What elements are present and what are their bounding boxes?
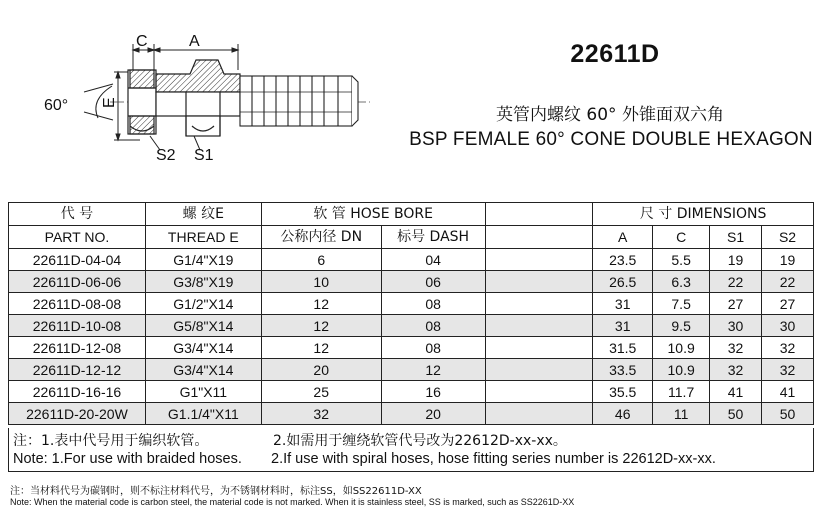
header-thread: THREAD E — [145, 226, 261, 249]
table-row — [9, 293, 814, 315]
cell-s1: 32 — [710, 337, 762, 359]
cell-thread: G3/4"X14 — [145, 359, 261, 381]
cell-part: 22611D-12-08 — [9, 337, 146, 359]
table-row — [9, 403, 814, 425]
fitting-body — [156, 60, 240, 136]
footer-note-en: Note: When the material code is carbon steel, the material code is not marked. When it is stainless steel, SS is marked, such as SS2261D-XX — [10, 497, 575, 507]
cell-s1: 30 — [710, 315, 762, 337]
label-angle: 60° — [44, 97, 69, 114]
cell-blank — [485, 403, 593, 425]
cell-s1: 41 — [710, 381, 762, 403]
cell-c: 9.5 — [653, 315, 710, 337]
cell-s1: 32 — [710, 359, 762, 381]
cell-s1: 22 — [710, 271, 762, 293]
table-header-row-1 — [9, 203, 814, 226]
hex-nut — [128, 70, 156, 134]
header-part-cn: 代 号 — [9, 203, 146, 226]
title-chinese: 英管内螺纹 60° 外锥面双六角 — [496, 105, 724, 125]
header-dn: 公称内径 DN — [261, 226, 381, 249]
cell-c: 11 — [653, 403, 710, 425]
cell-s2: 27 — [762, 293, 814, 315]
cell-s2: 19 — [762, 249, 814, 271]
header-empty — [485, 203, 593, 226]
cell-a: 23.5 — [593, 249, 653, 271]
label-e: E — [101, 97, 118, 108]
table-header-row-2 — [9, 226, 814, 249]
cell-a: 35.5 — [593, 381, 653, 403]
header-part: PART NO. — [9, 226, 146, 249]
cell-c: 10.9 — [653, 359, 710, 381]
cell-part: 22611D-20-20W — [9, 403, 146, 425]
table-row — [9, 315, 814, 337]
cell-a: 26.5 — [593, 271, 653, 293]
cell-blank — [485, 293, 593, 315]
cell-s2: 32 — [762, 337, 814, 359]
note-cn-1: 注：1.表中代号用于编织软管。 — [13, 433, 209, 449]
cell-dash: 16 — [381, 381, 485, 403]
label-a: A — [189, 33, 200, 50]
cell-thread: G1/4"X19 — [145, 249, 261, 271]
cell-dn: 12 — [261, 337, 381, 359]
cell-dn: 25 — [261, 381, 381, 403]
cell-part: 22611D-04-04 — [9, 249, 146, 271]
cell-c: 11.7 — [653, 381, 710, 403]
note-en-2: 2.If use with spiral hoses, hose fitting series number is 22612D-xx-xx. — [271, 451, 716, 467]
cell-thread: G5/8"X14 — [145, 315, 261, 337]
cell-dash: 20 — [381, 403, 485, 425]
part-code-title: 22611D — [570, 40, 660, 68]
spec-table — [8, 202, 814, 425]
cell-thread: G3/4"X14 — [145, 337, 261, 359]
cell-blank — [485, 271, 593, 293]
cell-a: 33.5 — [593, 359, 653, 381]
cell-part: 22611D-12-12 — [9, 359, 146, 381]
table-row — [9, 337, 814, 359]
label-s1: S1 — [194, 147, 214, 164]
header-thread-cn: 螺 纹E — [145, 203, 261, 226]
header-blank — [485, 226, 593, 249]
notes-box — [8, 428, 814, 472]
cell-s2: 41 — [762, 381, 814, 403]
cell-dn: 6 — [261, 249, 381, 271]
cell-c: 5.5 — [653, 249, 710, 271]
cell-c: 7.5 — [653, 293, 710, 315]
table-row — [9, 271, 814, 293]
label-s2: S2 — [156, 147, 176, 164]
title-english: BSP FEMALE 60° CONE DOUBLE HEXAGON — [409, 129, 813, 150]
cell-s2: 30 — [762, 315, 814, 337]
cell-dash: 08 — [381, 337, 485, 359]
cell-a: 46 — [593, 403, 653, 425]
footer-note-cn: 注：当材料代号为碳钢时，则不标注材料代号，为不锈钢材料时，标注SS，如SS22611D-XX — [10, 486, 422, 497]
header-dimensions: 尺 寸 DIMENSIONS — [593, 203, 814, 226]
cell-dn: 12 — [261, 293, 381, 315]
cell-a: 31 — [593, 293, 653, 315]
cell-blank — [485, 249, 593, 271]
cell-c: 6.3 — [653, 271, 710, 293]
cell-thread: G1"X11 — [145, 381, 261, 403]
cell-thread: G1.1/4"X11 — [145, 403, 261, 425]
cell-thread: G1/2"X14 — [145, 293, 261, 315]
cell-s2: 22 — [762, 271, 814, 293]
cell-part: 22611D-16-16 — [9, 381, 146, 403]
cell-part: 22611D-10-08 — [9, 315, 146, 337]
header-s2: S2 — [762, 226, 814, 249]
fitting-drawing — [0, 0, 400, 190]
cell-a: 31.5 — [593, 337, 653, 359]
header-c: C — [653, 226, 710, 249]
cell-a: 31 — [593, 315, 653, 337]
cell-blank — [485, 315, 593, 337]
cell-blank — [485, 337, 593, 359]
cell-s2: 32 — [762, 359, 814, 381]
cell-dash: 12 — [381, 359, 485, 381]
table-row — [9, 249, 814, 271]
cell-s1: 27 — [710, 293, 762, 315]
cell-thread: G3/8"X19 — [145, 271, 261, 293]
cell-s1: 50 — [710, 403, 762, 425]
cell-dash: 08 — [381, 293, 485, 315]
cell-s2: 50 — [762, 403, 814, 425]
note-en-1: Note: 1.For use with braided hoses. — [13, 451, 242, 467]
cell-dash: 06 — [381, 271, 485, 293]
hose-tail — [240, 76, 358, 126]
cell-blank — [485, 381, 593, 403]
cell-dn: 20 — [261, 359, 381, 381]
cell-part: 22611D-06-06 — [9, 271, 146, 293]
cell-dn: 12 — [261, 315, 381, 337]
cell-dn: 32 — [261, 403, 381, 425]
header-a: A — [593, 226, 653, 249]
table-row — [9, 359, 814, 381]
note-cn-2: 2.如需用于缠绕软管代号改为22612D-xx-xx。 — [273, 433, 567, 449]
label-c: C — [136, 33, 148, 50]
cell-dash: 04 — [381, 249, 485, 271]
table-row — [9, 381, 814, 403]
cell-s1: 19 — [710, 249, 762, 271]
header-dash: 标号 DASH — [381, 226, 485, 249]
cell-c: 10.9 — [653, 337, 710, 359]
header-hose-bore: 软 管 HOSE BORE — [261, 203, 485, 226]
header-s1: S1 — [710, 226, 762, 249]
cell-blank — [485, 359, 593, 381]
cell-part: 22611D-08-08 — [9, 293, 146, 315]
cell-dash: 08 — [381, 315, 485, 337]
cell-dn: 10 — [261, 271, 381, 293]
